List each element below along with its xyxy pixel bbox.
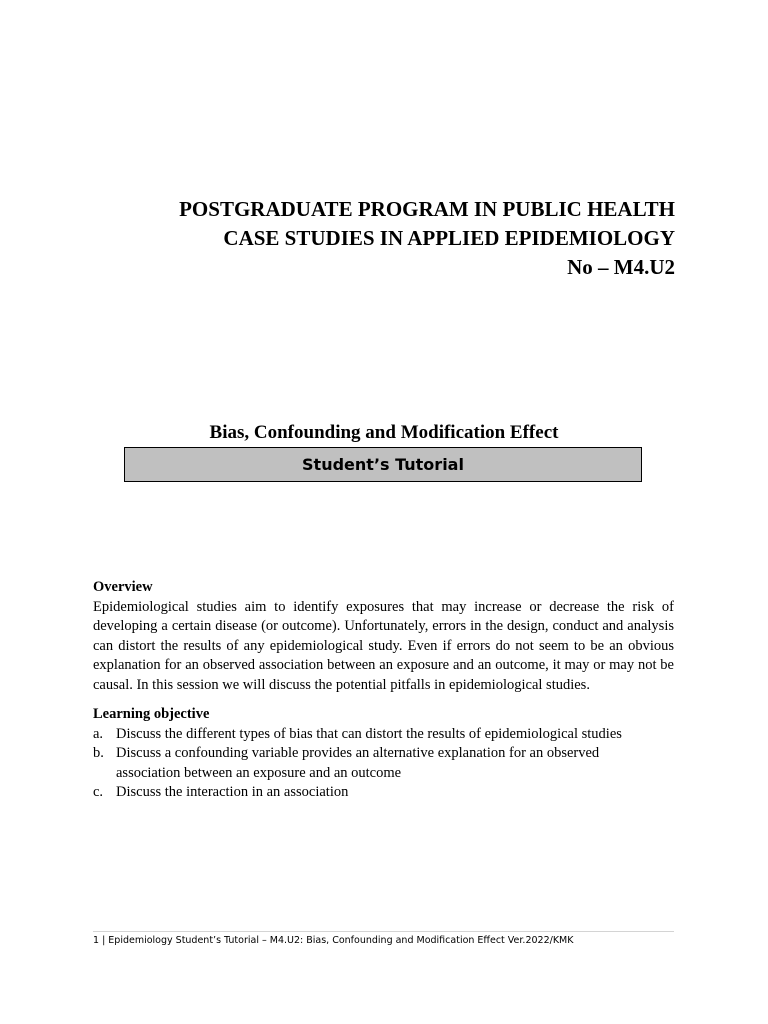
list-marker: c.	[93, 784, 104, 800]
learning-objective-list	[93, 725, 674, 803]
page-footer: 1 | Epidemiology Student’s Tutorial – M4.U2: Bias, Confounding and Modification Effect Ver.2022/KMK	[93, 935, 574, 946]
list-item	[93, 783, 674, 803]
document-header	[179, 195, 675, 282]
program-title: POSTGRADUATE PROGRAM IN PUBLIC HEALTH	[179, 197, 675, 221]
module-number: No – M4.U2	[567, 255, 675, 279]
list-item	[93, 744, 674, 783]
list-marker: a.	[93, 725, 104, 742]
overview-paragraph: Epidemiological studies aim to identify exposures that may increase or decrease the risk of developing a certain disease (or outcome). Unfortunately, errors in the design, conduct and analysis can distort the results of any epidemiological study. Even if errors do not seem to be an obvious explanation for an observed association between an exposure and an outcome, it may or may not be causal. In this session we will discuss the potential pitfalls in epidemiological studies.	[93, 598, 674, 693]
course-title: CASE STUDIES IN APPLIED EPIDEMIOLOGY	[223, 226, 675, 250]
list-item-text: Discuss the interaction in an association	[116, 784, 349, 800]
list-marker: b.	[93, 745, 104, 761]
list-item	[93, 725, 674, 745]
tutorial-banner	[124, 447, 642, 482]
learning-objective-heading: Learning objective	[93, 706, 210, 722]
footer-divider	[93, 931, 674, 932]
tutorial-label: Student’s Tutorial	[302, 455, 464, 474]
list-item-text: Discuss a confounding variable provides an alternative explanation for an observed association between an exposure and an outcome	[116, 745, 600, 781]
list-item-text: Discuss the different types of bias that can distort the results of epidemiological studies	[116, 725, 622, 742]
section-title: Bias, Confounding and Modification Effect	[209, 422, 559, 443]
overview-heading: Overview	[93, 579, 153, 595]
main-content	[93, 578, 674, 803]
